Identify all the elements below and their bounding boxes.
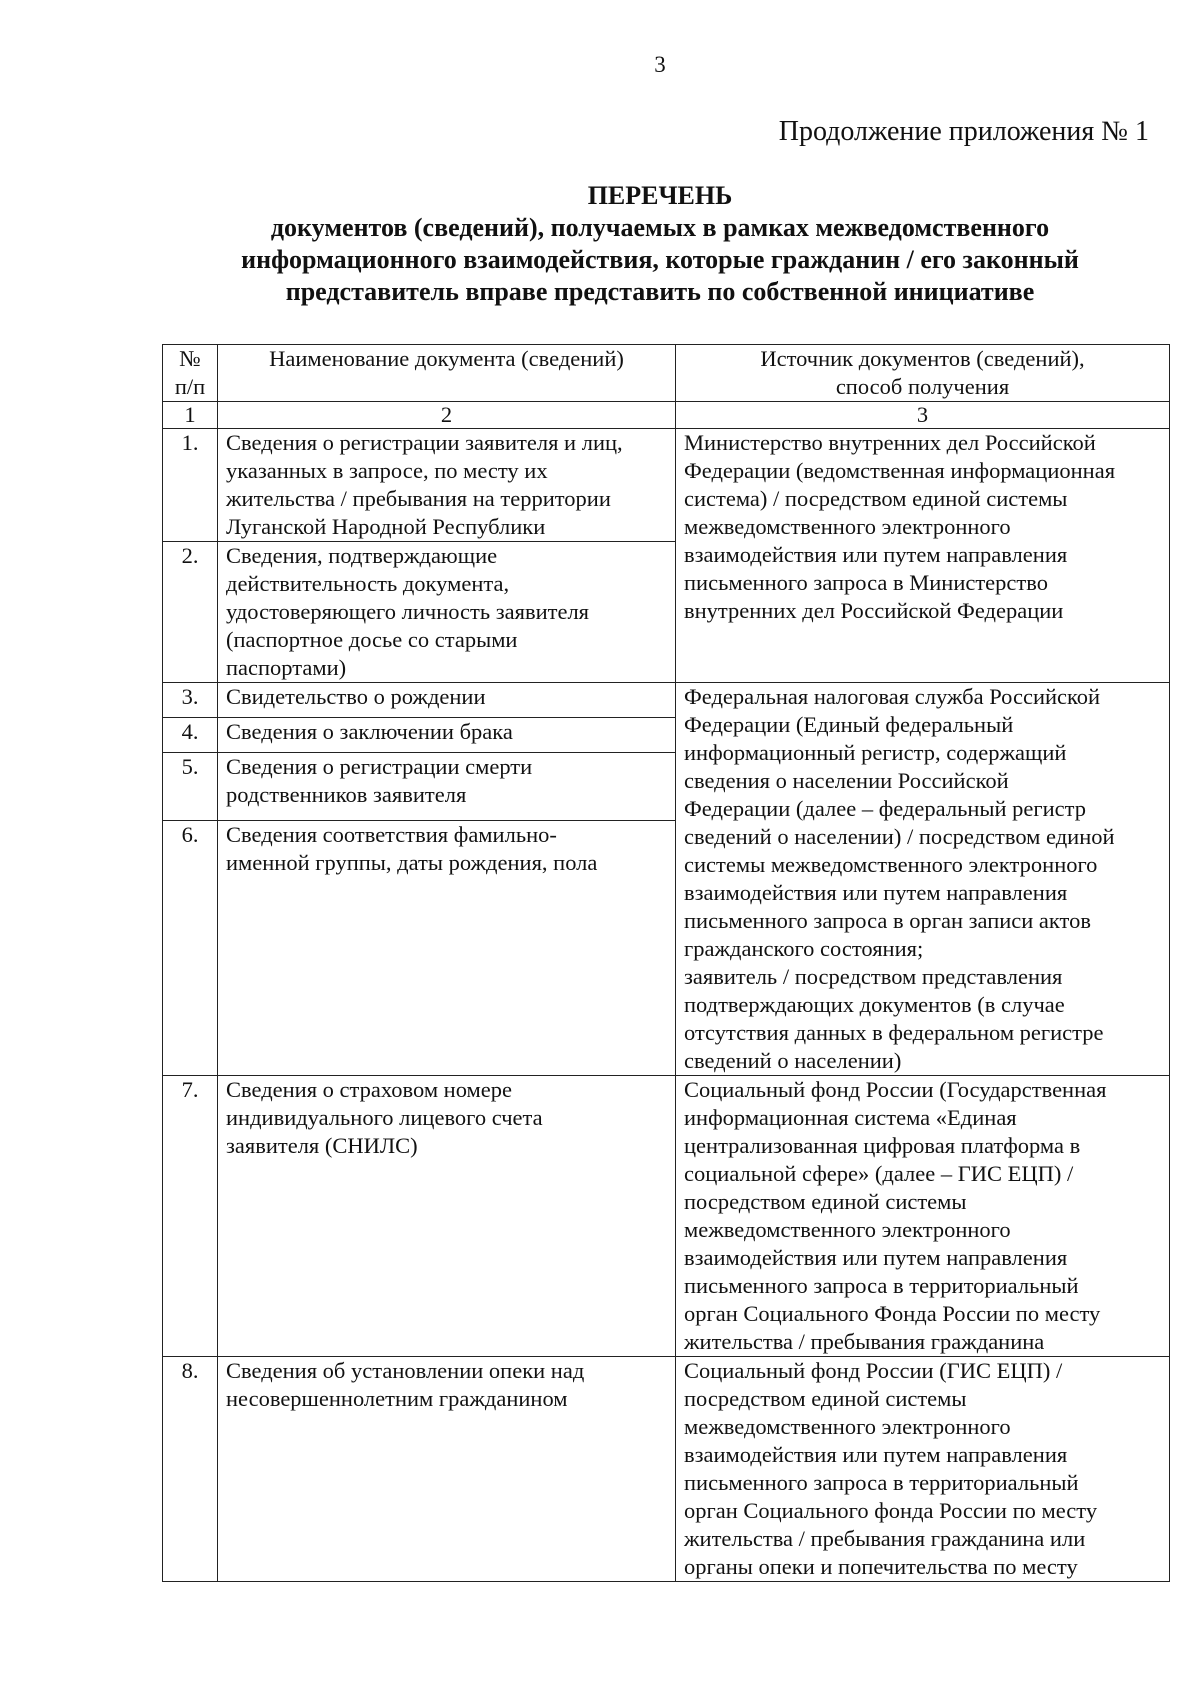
row-document-name: Сведения, подтверждающие действительность документа, удостоверяющего личность заявителя (паспортное досье со старыми паспортами) [218,542,676,683]
header-number: № п/п [163,345,218,402]
row-document-name: Сведения о страховом номере индивидуального лицевого счета заявителя (СНИЛС) [218,1076,676,1357]
row-source: Социальный фонд России (ГИС ЕЦП) / посредством единой системы межведомственного электронного взаимодействия или путем направления письменного запроса в территориальный орган Социального фонда России по месту жительства / пребывания гражданина или органы опеки и попечительства по месту [676,1357,1170,1582]
table-header-row [163,345,1170,402]
row-number: 5. [163,752,218,820]
row-source: Социальный фонд России (Государственная информационная система «Единая централизованная цифровая платформа в социальной сфере» (далее – ГИС ЕЦП) / посредством единой системы межведомственного электронного взаимодействия или путем направления письменного запроса в территориальный орган Социального Фонда России по месту жительства / пребывания гражданина [676,1076,1170,1357]
appendix-continuation-label: Продолжение приложения № 1 [778,116,1149,147]
column-index-row [163,402,1170,429]
column-index-1: 1 [163,402,218,429]
row-document-name: Сведения о регистрации заявителя и лиц, указанных в запросе, по месту их жительства / пребывания на территории Луганской Народной Республики [218,429,676,542]
header-source: Источник документов (сведений), способ получения [676,345,1170,402]
documents-table [162,344,1170,1582]
row-number: 2. [163,542,218,683]
row-source: Министерство внутренних дел Российской Федерации (ведомственная информационная система) / посредством единой системы межведомственного электронного взаимодействия или путем направления письменного запроса в Министерство внутренних дел Российской Федерации [676,429,1170,683]
document-title [140,180,1180,308]
table-row [163,429,1170,542]
column-index-3: 3 [676,402,1170,429]
row-number: 3. [163,683,218,718]
row-number: 4. [163,717,218,752]
page-number: 3 [654,52,666,77]
row-document-name: Сведения об установлении опеки над несовершеннолетним гражданином [218,1357,676,1582]
row-document-name: Сведения соответствия фамильно- именной группы, даты рождения, пола [218,821,676,1076]
row-number: 8. [163,1357,218,1582]
row-number: 6. [163,821,218,1076]
row-source: Федеральная налоговая служба Российской Федерации (Единый федеральный информационный регистр, содержащий сведения о населении Российской Федерации (далее – федеральный регистр сведений о населении) / посредством единой системы межведомственного электронного взаимодействия или путем направления письменного запроса в орган записи актов гражданского состояния; заявитель / посредством представления подтверждающих документов (в случае отсутствия данных в федеральном регистре сведений о населении) [676,683,1170,1076]
header-document-name: Наименование документа (сведений) [218,345,676,402]
title-subtitle: документов (сведений), получаемых в рамках межведомственного информационного взаимодействия, которые гражданин / его законный представитель вправе представить по собственной инициативе [241,213,1079,306]
column-index-2: 2 [218,402,676,429]
row-number: 1. [163,429,218,542]
row-document-name: Сведения о регистрации смерти родственников заявителя [218,752,676,820]
table-row [163,1076,1170,1357]
title-heading: ПЕРЕЧЕНЬ [587,181,733,210]
table-row [163,683,1170,718]
table-row [163,1357,1170,1582]
row-document-name: Свидетельство о рождении [218,683,676,718]
row-document-name: Сведения о заключении брака [218,717,676,752]
row-number: 7. [163,1076,218,1357]
